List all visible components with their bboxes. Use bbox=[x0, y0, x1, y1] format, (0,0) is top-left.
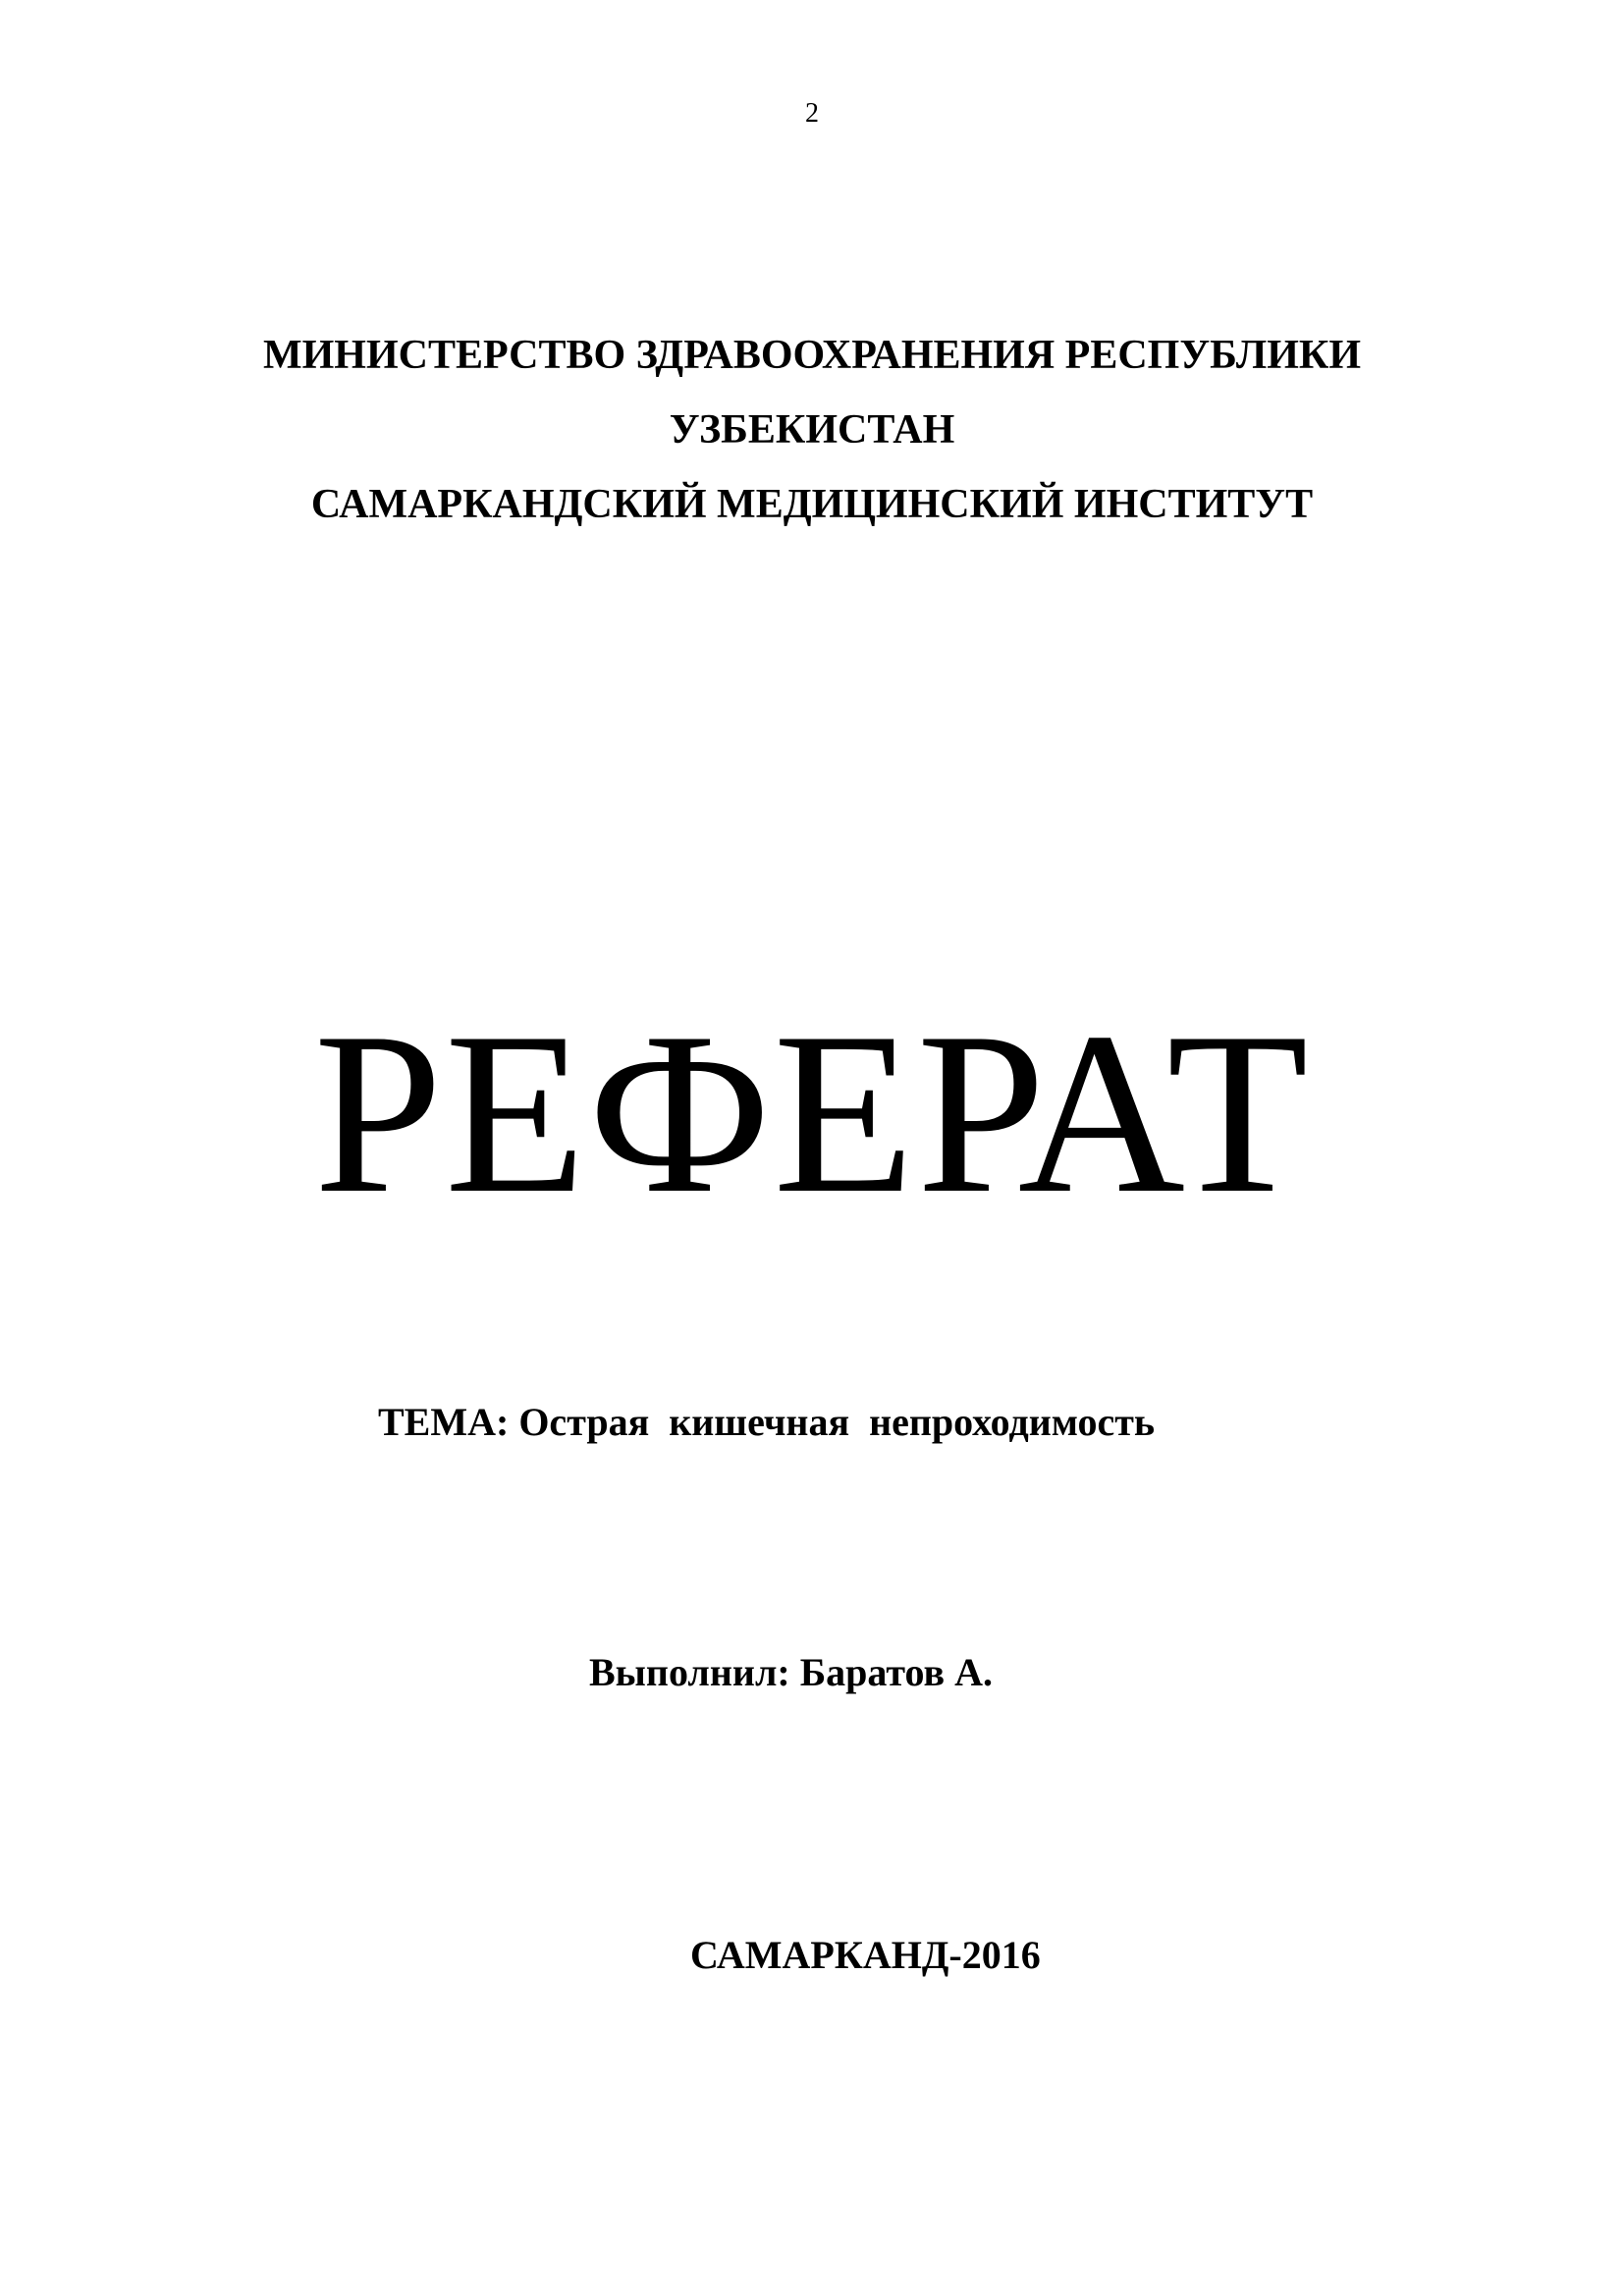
page-number: 2 bbox=[805, 98, 819, 129]
institute-name: САМАРКАНДСКИЙ МЕДИЦИНСКИЙ ИНСТИТУТ bbox=[310, 482, 1314, 527]
ministry-line-1: МИНИСТЕРСТВО ЗДРАВООХРАНЕНИЯ РЕСПУБЛИКИ bbox=[263, 333, 1361, 378]
author-line: Выполнил: Баратов А. bbox=[589, 1650, 993, 1694]
city-year: САМАРКАНД-2016 bbox=[690, 1933, 1041, 1977]
document-type-title: РЕФЕРАТ bbox=[313, 986, 1311, 1242]
ministry-line-2: УЗБЕКИСТАН bbox=[669, 407, 955, 453]
topic-line: ТЕМА: Острая кишечная непроходимость bbox=[378, 1400, 1156, 1444]
institution-header bbox=[0, 318, 1624, 542]
